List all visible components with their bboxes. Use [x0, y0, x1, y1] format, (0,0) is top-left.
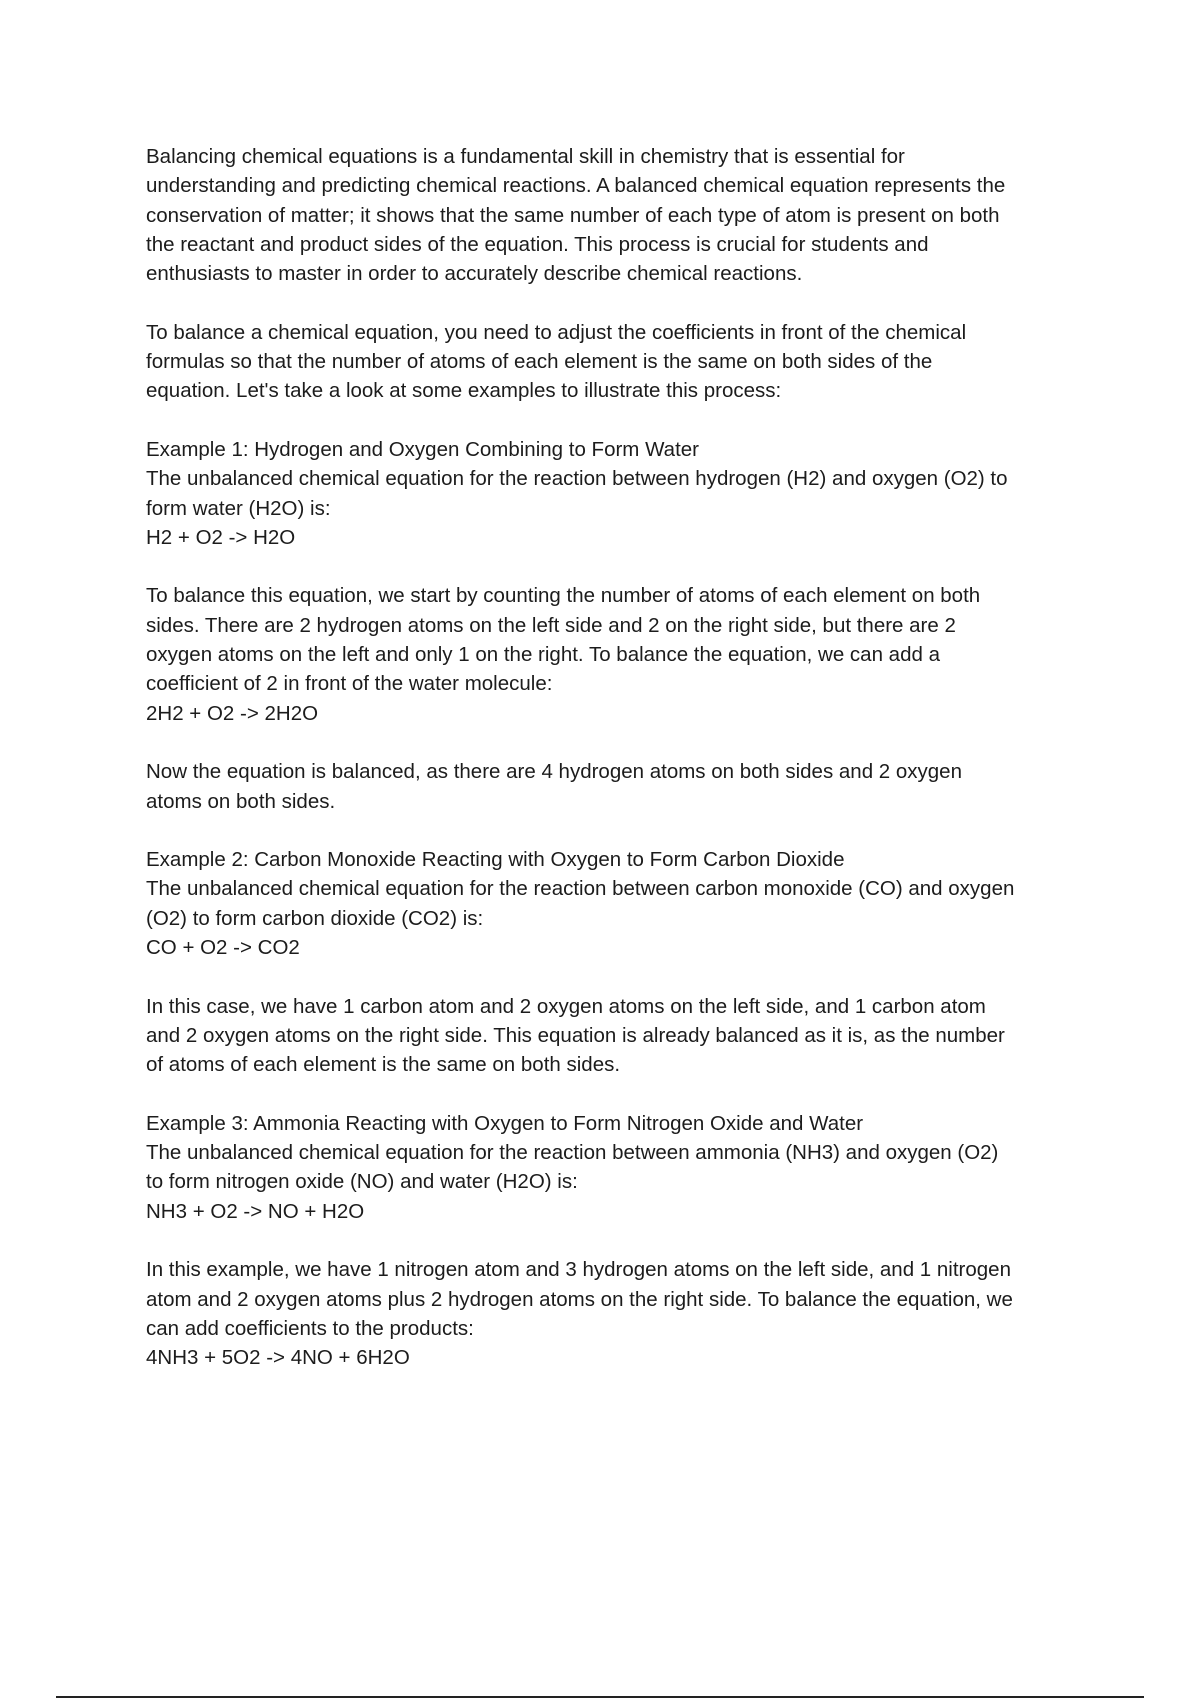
example-1-conclusion	[146, 757, 1091, 816]
text-line: In this case, we have 1 carbon atom and 2 oxygen atoms on the left side, and 1 carbon atom	[146, 994, 986, 1018]
method-paragraph	[146, 318, 1091, 406]
text-line: oxygen atoms on the left and only 1 on the right. To balance the equation, we can add a	[146, 643, 940, 667]
example-3-section	[146, 1109, 1091, 1226]
text-line: enthusiasts to master in order to accurately describe chemical reactions.	[146, 262, 803, 286]
example-heading: Example 2: Carbon Monoxide Reacting with Oxygen to Form Carbon Dioxide	[146, 848, 845, 872]
text-line: and 2 oxygen atoms on the right side. This equation is already balanced as it is, as the number	[146, 1023, 1005, 1047]
text-line: can add coefficients to the products:	[146, 1316, 474, 1340]
text-line: atoms on both sides.	[146, 789, 336, 813]
example-2-section	[146, 845, 1091, 962]
text-line: atom and 2 oxygen atoms plus 2 hydrogen atoms on the right side. To balance the equation, we	[146, 1287, 1013, 1311]
text-line: form water (H2O) is:	[146, 496, 331, 520]
text-line: understanding and predicting chemical reactions. A balanced chemical equation represents the	[146, 174, 1006, 198]
chemical-equation: 2H2 + O2 -> 2H2O	[146, 701, 319, 725]
intro-paragraph	[146, 142, 1091, 288]
text-line: equation. Let's take a look at some examples to illustrate this process:	[146, 379, 782, 403]
example-2-explanation	[146, 992, 1091, 1080]
example-1-explanation	[146, 581, 1091, 727]
text-line: of atoms of each element is the same on both sides.	[146, 1053, 621, 1077]
text-line: the reactant and product sides of the equation. This process is crucial for students and	[146, 232, 929, 256]
text-line: coefficient of 2 in front of the water molecule:	[146, 672, 553, 696]
document-body	[146, 142, 1091, 1402]
chemical-equation: 4NH3 + 5O2 -> 4NO + 6H2O	[146, 1346, 410, 1370]
text-line: conservation of matter; it shows that the same number of each type of atom is present on both	[146, 203, 1000, 227]
example-heading: Example 3: Ammonia Reacting with Oxygen to Form Nitrogen Oxide and Water	[146, 1111, 864, 1135]
chemical-equation: CO + O2 -> CO2	[146, 936, 300, 960]
chemical-equation: NH3 + O2 -> NO + H2O	[146, 1199, 365, 1223]
chemical-equation: H2 + O2 -> H2O	[146, 525, 296, 549]
example-3-explanation	[146, 1255, 1091, 1372]
text-line: Now the equation is balanced, as there are 4 hydrogen atoms on both sides and 2 oxygen	[146, 760, 962, 784]
text-line: Balancing chemical equations is a fundamental skill in chemistry that is essential for	[146, 145, 905, 168]
text-line: The unbalanced chemical equation for the reaction between carbon monoxide (CO) and oxygen	[146, 877, 1015, 901]
text-line: to form nitrogen oxide (NO) and water (H2O) is:	[146, 1170, 578, 1194]
example-1-section	[146, 435, 1091, 552]
text-line: sides. There are 2 hydrogen atoms on the left side and 2 on the right side, but there are 2	[146, 613, 956, 637]
text-line: The unbalanced chemical equation for the reaction between ammonia (NH3) and oxygen (O2)	[146, 1141, 999, 1165]
text-line: (O2) to form carbon dioxide (CO2) is:	[146, 906, 484, 930]
text-line: To balance this equation, we start by counting the number of atoms of each element on both	[146, 584, 981, 608]
example-heading: Example 1: Hydrogen and Oxygen Combining to Form Water	[146, 437, 699, 461]
page-bottom-rule	[56, 1696, 1144, 1698]
text-line: formulas so that the number of atoms of each element is the same on both sides of the	[146, 350, 933, 374]
text-line: The unbalanced chemical equation for the reaction between hydrogen (H2) and oxygen (O2) to	[146, 467, 1008, 491]
text-line: In this example, we have 1 nitrogen atom and 3 hydrogen atoms on the left side, and 1 nitrogen	[146, 1258, 1011, 1282]
text-line: To balance a chemical equation, you need to adjust the coefficients in front of the chemical	[146, 320, 967, 344]
